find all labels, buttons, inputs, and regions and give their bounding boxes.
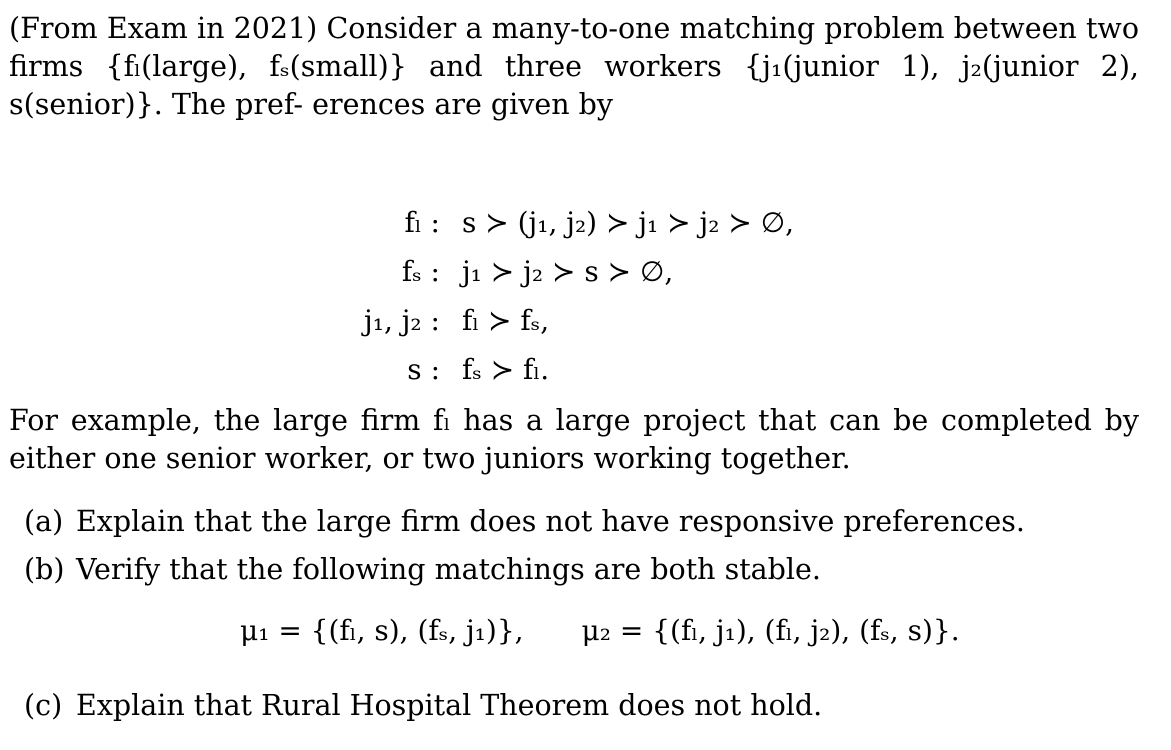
preference-agent: fₛ :: [401, 255, 440, 288]
preference-ranking: fₛ ≻ fₗ.: [462, 353, 550, 386]
preference-ranking: j₁ ≻ j₂ ≻ s ≻ ∅,: [462, 255, 674, 288]
preference-row: [330, 296, 794, 345]
preference-row: [330, 198, 794, 247]
preference-agent: fₗ :: [404, 206, 440, 239]
question-text: Explain that Rural Hospital Theorem does not hold.: [76, 689, 823, 722]
matching-mu1: μ₁ = {(fₗ, s), (fₛ, j₁)},: [240, 614, 524, 647]
intro-paragraph: (From Exam in 2021) Consider a many-to-one matching problem between two firms {fₗ(large), fₛ(small)} and three workers {j₁(junior 1), j₂(junior 2), s(senior)}. The pref- erences are given by: [9, 12, 1139, 121]
preference-agent: j₁, j₂ :: [364, 304, 440, 337]
preference-row: [330, 345, 794, 394]
question-label: (c): [24, 689, 63, 722]
preference-ranking: fₗ ≻ fₛ,: [462, 304, 550, 337]
matching-mu2: μ₂ = {(fₗ, j₁), (fₗ, j₂), (fₛ, s)}.: [581, 614, 960, 647]
question-text: Explain that the large firm does not have responsive preferences.: [76, 505, 1025, 538]
preference-row: [330, 247, 794, 296]
matchings-equation: [240, 614, 960, 647]
preference-list: [330, 198, 794, 394]
question-a: [24, 503, 1025, 541]
question-c: [24, 687, 822, 725]
question-label: (b): [24, 553, 65, 586]
question-b: [24, 551, 821, 589]
preference-ranking: s ≻ (j₁, j₂) ≻ j₁ ≻ j₂ ≻ ∅,: [462, 206, 794, 239]
example-paragraph: For example, the large firm fₗ has a large project that can be completed by either one senior worker, or two juniors working together.: [9, 404, 1139, 475]
preference-agent: s :: [407, 353, 440, 386]
question-label: (a): [24, 505, 64, 538]
question-text: Verify that the following matchings are both stable.: [76, 553, 821, 586]
